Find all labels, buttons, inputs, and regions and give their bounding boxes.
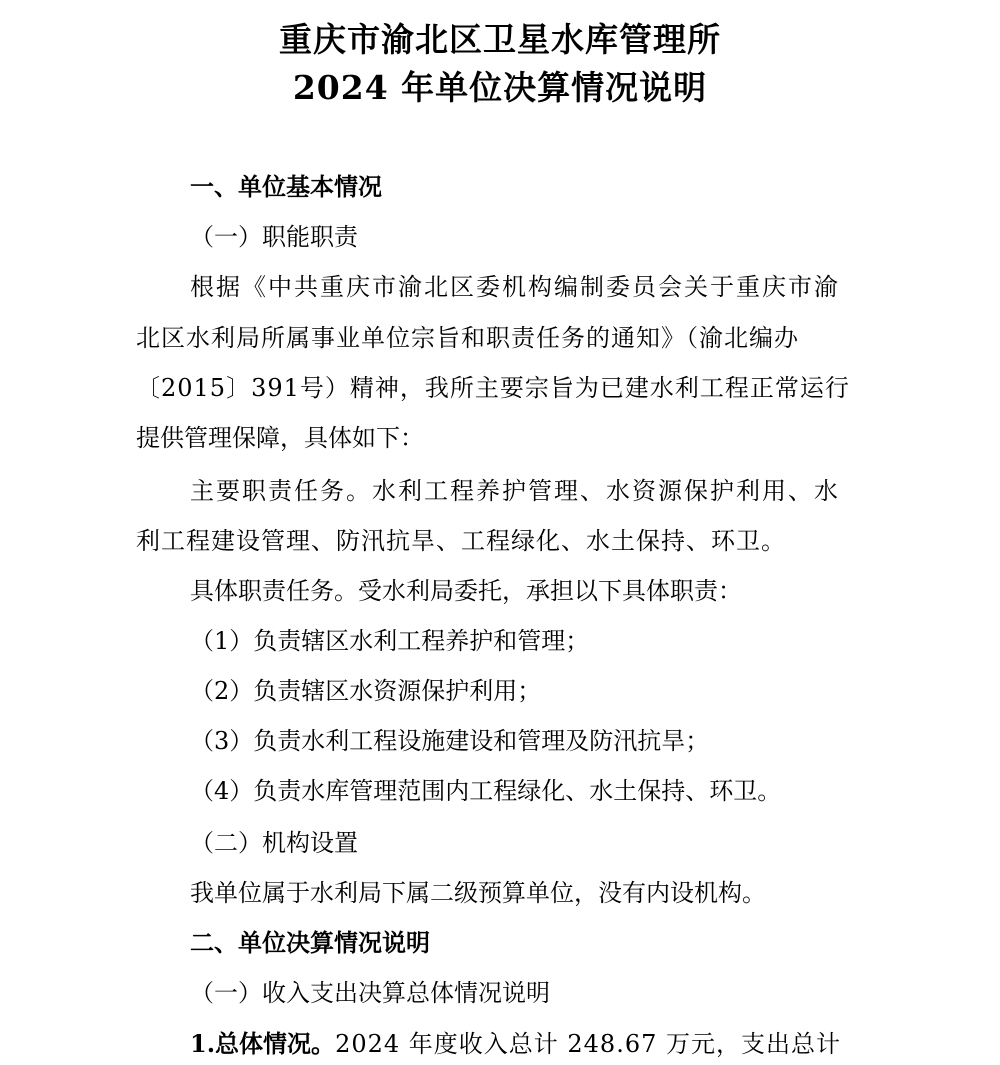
paragraph-main-duties-line2: 利工程建设管理、防汛抗旱、工程绿化、水土保持、环卫。 <box>136 527 786 555</box>
paragraph-basis-line4: 提供管理保障，具体如下： <box>136 424 424 452</box>
paragraph-basis-line1: 根据《中共重庆市渝北区委机构编制委员会关于重庆市渝 <box>190 273 840 301</box>
duty-item-3: （3）负责水利工程设施建设和管理及防汛抗旱； <box>190 727 710 755</box>
section2-subheading-overview: （一）收入支出决算总体情况说明 <box>190 979 550 1007</box>
paragraph-main-duties-line1: 主要职责任务。水利工程养护管理、水资源保护利用、水 <box>190 477 840 505</box>
overall-situation-label: 1.总体情况。 <box>190 1029 336 1058</box>
paragraph-basis-line2: 北区水利局所属事业单位宗旨和职责任务的通知》（渝北编办 <box>136 324 799 352</box>
section1-subheading-organization: （二）机构设置 <box>190 829 358 857</box>
section1-subheading-duties: （一）职能职责 <box>190 223 358 251</box>
paragraph-overall-situation <box>190 1029 841 1059</box>
section2-heading: 二、单位决算情况说明 <box>190 928 430 957</box>
paragraph-specific-duties: 具体职责任务。受水利局委托，承担以下具体职责： <box>190 577 742 605</box>
overall-situation-text: 2024 年度收入总计 248.67 万元，支出总计 <box>335 1030 842 1058</box>
section1-heading: 一、单位基本情况 <box>190 172 382 201</box>
paragraph-basis-line3: 〔2015〕391号）精神，我所主要宗旨为已建水利工程正常运行 <box>136 374 850 402</box>
paragraph-organization: 我单位属于水利局下属二级预算单位，没有内设机构。 <box>190 879 766 907</box>
duty-item-4: （4）负责水库管理范围内工程绿化、水土保持、环卫。 <box>190 777 782 805</box>
duty-item-1: （1）负责辖区水利工程养护和管理； <box>190 627 590 655</box>
duty-item-2: （2）负责辖区水资源保护利用； <box>190 677 542 705</box>
document-title-line1: 重庆市渝北区卫星水库管理所 <box>279 20 721 59</box>
document-title-line2: 2024 年单位决算情况说明 <box>292 68 708 107</box>
